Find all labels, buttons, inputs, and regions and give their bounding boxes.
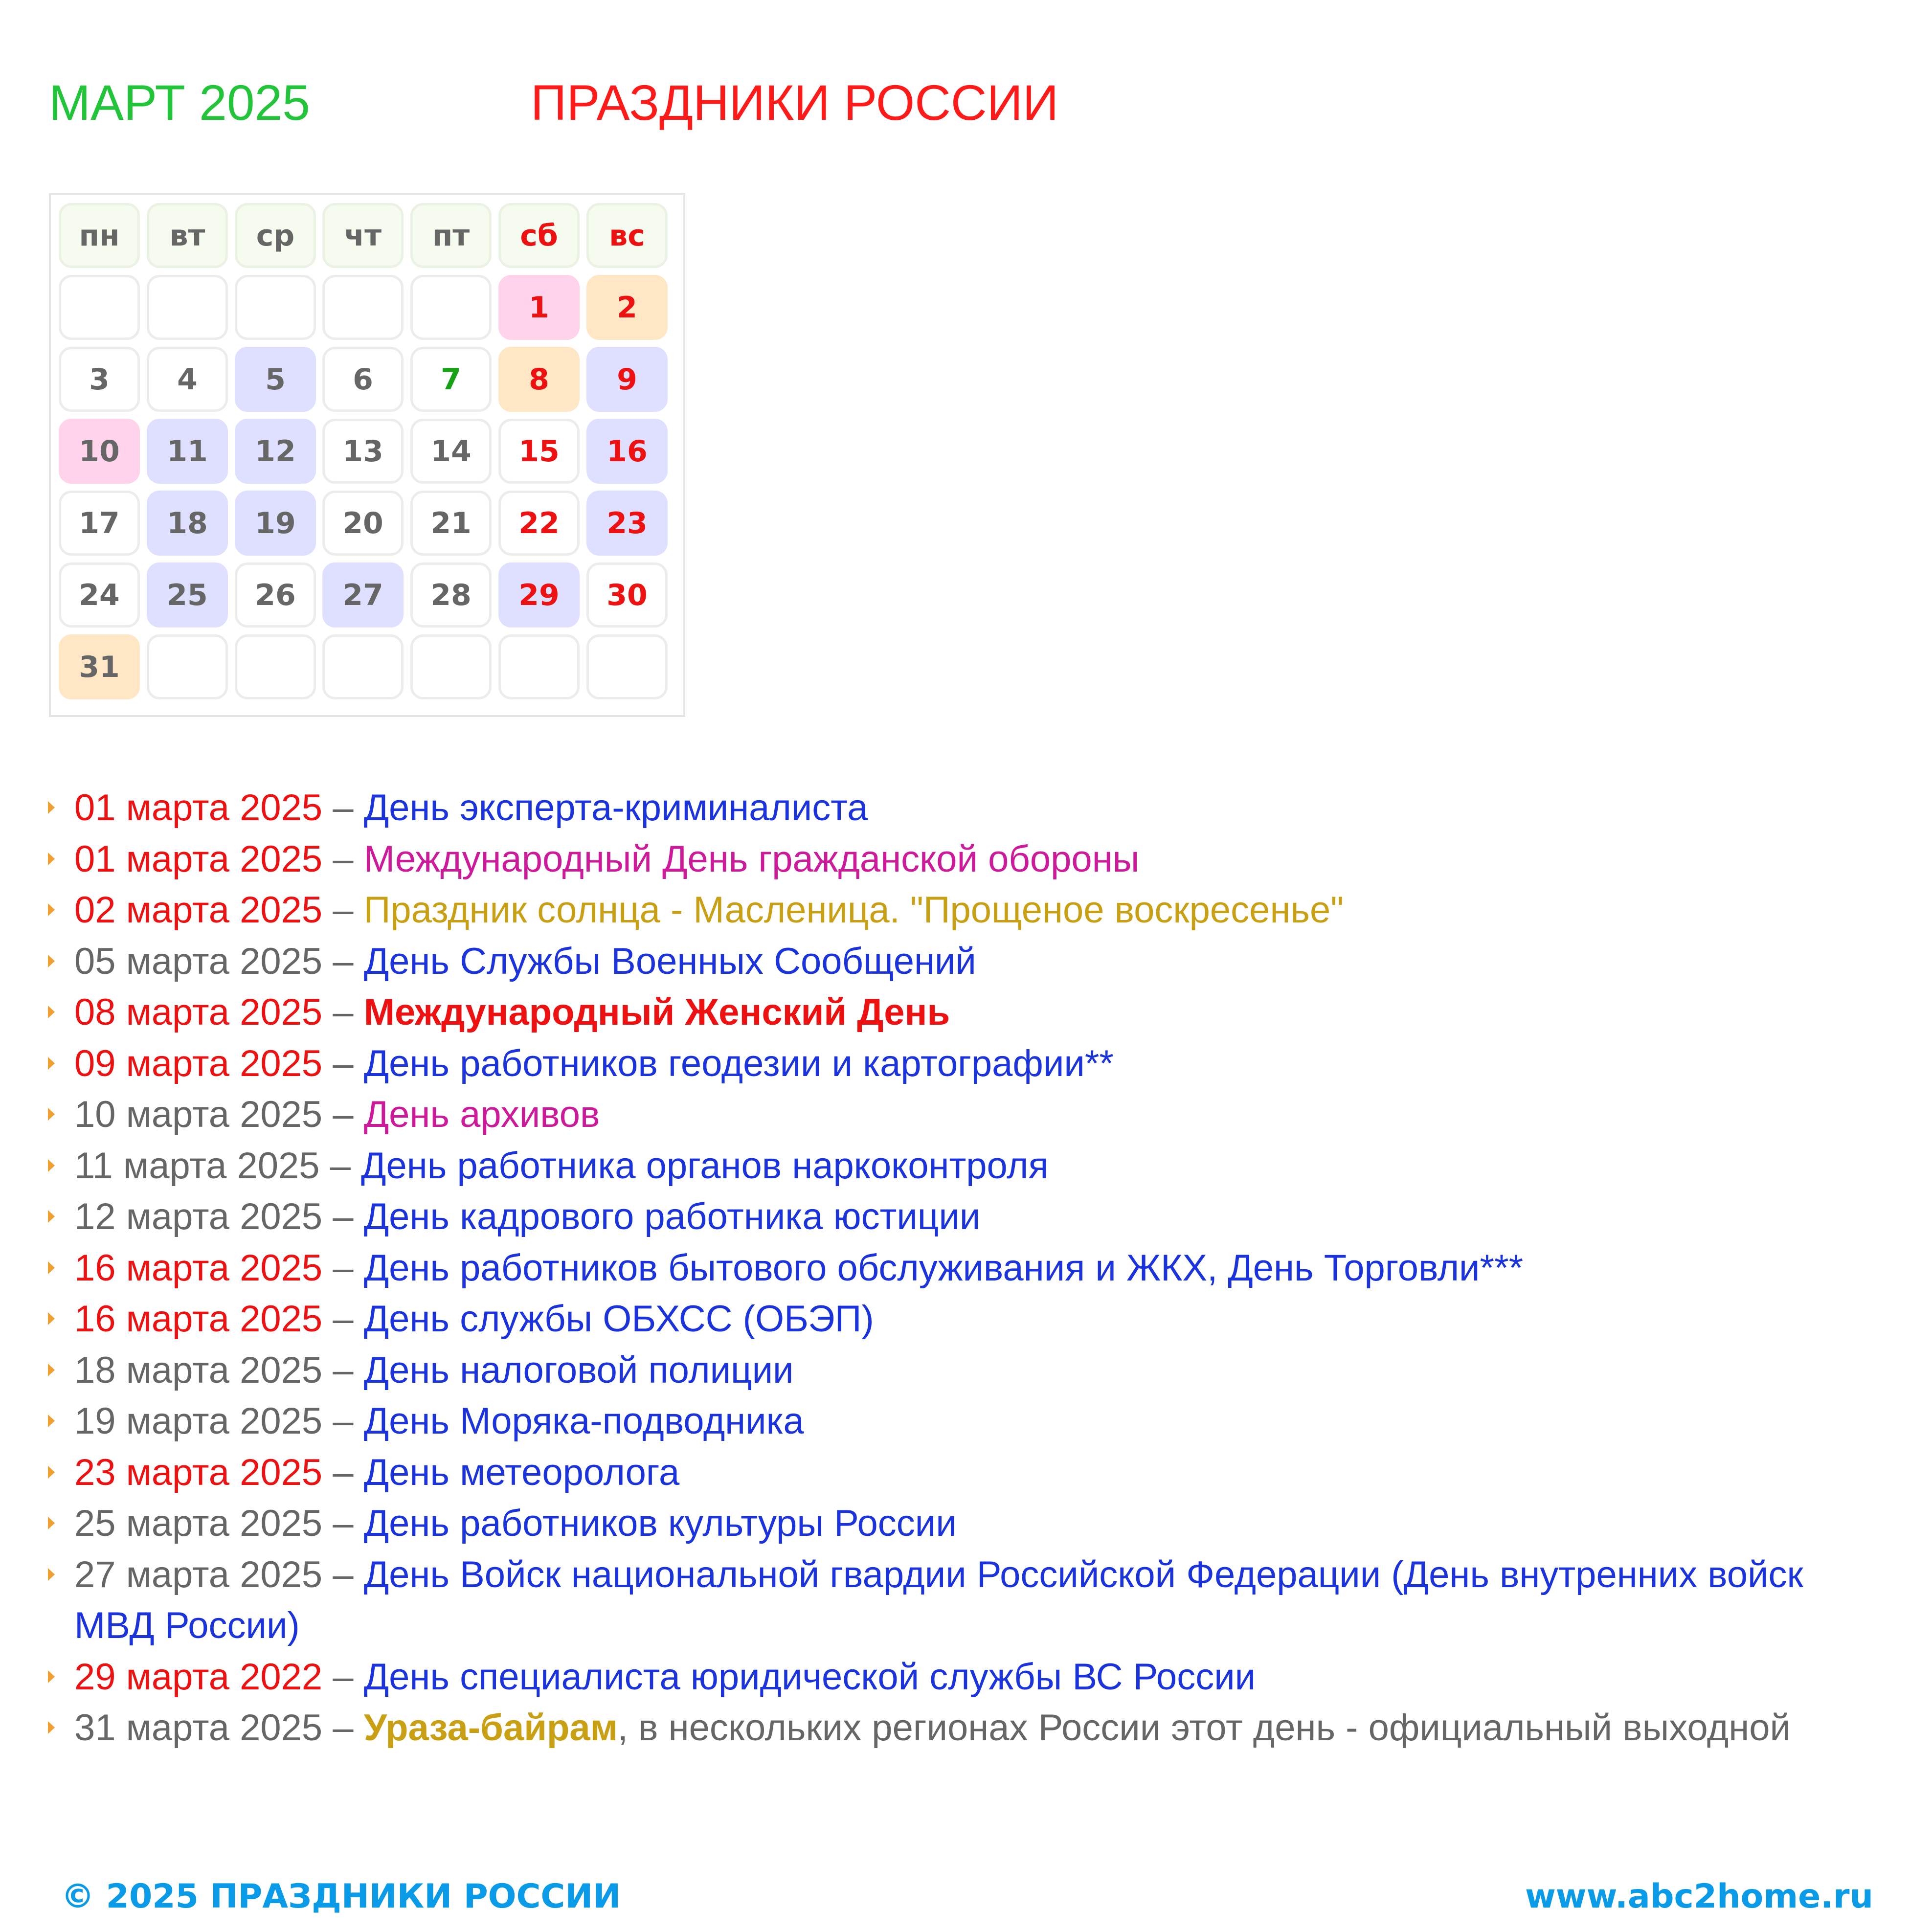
weekday-header: вс	[586, 203, 668, 268]
calendar-day: 28	[410, 562, 492, 628]
calendar-empty-cell	[410, 275, 492, 340]
event-date: 27 марта 2025	[74, 1553, 323, 1595]
event-date: 19 марта 2025	[74, 1400, 323, 1442]
event-date: 29 марта 2022	[74, 1656, 323, 1698]
event-title: День кадрового работника юстиции	[363, 1196, 981, 1237]
list-item	[44, 1396, 1883, 1447]
event-title: День службы ОБХСС (ОБЭП)	[363, 1298, 874, 1340]
list-item	[44, 1550, 1883, 1652]
calendar-empty-cell	[322, 634, 404, 699]
event-title: День работников бытового обслуживания и ЖКХ, День Торговли***	[363, 1247, 1524, 1289]
event-date: 10 марта 2025	[74, 1094, 323, 1135]
calendar-day: 10	[59, 419, 140, 484]
calendar-empty-cell	[498, 634, 580, 699]
event-date: 12 марта 2025	[74, 1196, 323, 1237]
month-title: МАРТ 2025	[49, 75, 311, 131]
calendar-empty-cell	[235, 275, 316, 340]
weekday-header: пт	[410, 203, 492, 268]
weekday-header: сб	[498, 203, 580, 268]
event-title: День работников культуры России	[363, 1503, 957, 1544]
bullet-arrow-icon	[48, 1210, 55, 1223]
list-item	[44, 1652, 1883, 1703]
list-item	[44, 1703, 1883, 1754]
calendar-day: 27	[322, 562, 404, 628]
event-separator: –	[322, 1451, 364, 1493]
calendar-empty-cell	[322, 275, 404, 340]
calendar-day: 17	[59, 491, 140, 556]
list-item	[44, 1038, 1883, 1090]
bullet-arrow-icon	[48, 1261, 55, 1274]
calendar-empty-cell	[59, 275, 140, 340]
list-item	[44, 1243, 1883, 1294]
calendar-day: 7	[410, 347, 492, 412]
bullet-arrow-icon	[48, 1568, 55, 1581]
calendar-empty-cell	[147, 634, 228, 699]
event-separator: –	[322, 1503, 364, 1544]
bullet-arrow-icon	[48, 1057, 55, 1070]
page-title: ПРАЗДНИКИ РОССИИ	[531, 75, 1059, 131]
event-date: 31 марта 2025	[74, 1707, 323, 1749]
calendar-day: 18	[147, 491, 228, 556]
event-separator: –	[322, 991, 364, 1033]
event-separator: –	[322, 1707, 364, 1749]
event-title: День работника органов наркоконтроля	[361, 1145, 1049, 1187]
calendar-day: 19	[235, 491, 316, 556]
bullet-arrow-icon	[48, 1415, 55, 1427]
weekday-header: вт	[147, 203, 228, 268]
bullet-arrow-icon	[48, 853, 55, 865]
list-item	[44, 1345, 1883, 1396]
event-separator: –	[322, 1656, 364, 1698]
event-date: 16 марта 2025	[74, 1298, 323, 1340]
event-separator: –	[322, 940, 364, 982]
footer-website-link[interactable]: www.abc2home.ru	[1525, 1877, 1873, 1916]
bullet-arrow-icon	[48, 1159, 55, 1172]
bullet-arrow-icon	[48, 1364, 55, 1376]
calendar-day: 20	[322, 491, 404, 556]
event-separator: –	[322, 787, 364, 829]
event-title: День эксперта-криминалиста	[363, 787, 868, 829]
calendar-day: 9	[586, 347, 668, 412]
event-date: 05 марта 2025	[74, 940, 323, 982]
calendar-day: 6	[322, 347, 404, 412]
bullet-arrow-icon	[48, 955, 55, 967]
list-item	[44, 1498, 1883, 1550]
list-item	[44, 1089, 1883, 1141]
event-date: 23 марта 2025	[74, 1451, 323, 1493]
holiday-list	[44, 783, 1883, 1754]
calendar-day: 8	[498, 347, 580, 412]
event-date: 08 марта 2025	[74, 991, 323, 1033]
event-title: День метеоролога	[363, 1451, 680, 1493]
event-title: День налоговой полиции	[363, 1349, 794, 1391]
event-date: 11 марта 2025	[74, 1145, 320, 1187]
event-date: 01 марта 2025	[74, 787, 323, 829]
event-title: День Моряка-подводника	[363, 1400, 804, 1442]
calendar-day: 22	[498, 491, 580, 556]
event-title: , в нескольких регионах России этот день - официальный выходной	[617, 1707, 1791, 1749]
event-separator: –	[322, 1400, 364, 1442]
list-item	[44, 936, 1883, 988]
calendar-day: 5	[235, 347, 316, 412]
event-separator: –	[319, 1145, 361, 1187]
calendar-day: 2	[586, 275, 668, 340]
calendar-day: 15	[498, 419, 580, 484]
list-item	[44, 783, 1883, 834]
event-title: Международный День гражданской обороны	[363, 838, 1140, 880]
event-date: 01 марта 2025	[74, 838, 323, 880]
calendar-empty-cell	[147, 275, 228, 340]
bullet-arrow-icon	[48, 801, 55, 814]
event-title: Ураза-байрам	[363, 1707, 618, 1749]
event-separator: –	[322, 1298, 364, 1340]
event-title: День Службы Военных Сообщений	[363, 940, 976, 982]
list-item	[44, 987, 1883, 1038]
calendar-empty-cell	[235, 634, 316, 699]
calendar-day: 12	[235, 419, 316, 484]
calendar-empty-cell	[410, 634, 492, 699]
calendar-empty-cell	[586, 634, 668, 699]
list-item	[44, 834, 1883, 885]
list-item	[44, 1191, 1883, 1243]
event-separator: –	[322, 1247, 364, 1289]
calendar-day: 24	[59, 562, 140, 628]
bullet-arrow-icon	[48, 1670, 55, 1683]
calendar-day: 23	[586, 491, 668, 556]
event-separator: –	[322, 889, 364, 931]
weekday-header: ср	[235, 203, 316, 268]
weekday-header: чт	[322, 203, 404, 268]
bullet-arrow-icon	[48, 1517, 55, 1529]
event-separator: –	[322, 1553, 364, 1595]
event-title: День архивов	[363, 1094, 600, 1135]
bullet-arrow-icon	[48, 1006, 55, 1018]
bullet-arrow-icon	[48, 903, 55, 916]
calendar-day: 21	[410, 491, 492, 556]
event-separator: –	[322, 1094, 364, 1135]
calendar-day: 29	[498, 562, 580, 628]
list-item	[44, 885, 1883, 936]
event-date: 16 марта 2025	[74, 1247, 323, 1289]
event-separator: –	[322, 1349, 364, 1391]
weekday-header: пн	[59, 203, 140, 268]
event-title: Праздник солнца - Масленица. "Прощеное воскресенье"	[363, 889, 1344, 931]
list-item	[44, 1294, 1883, 1345]
event-separator: –	[322, 1196, 364, 1237]
calendar-day: 16	[586, 419, 668, 484]
calendar-day: 1	[498, 275, 580, 340]
calendar-day: 14	[410, 419, 492, 484]
event-date: 02 марта 2025	[74, 889, 323, 931]
event-title: Международный Женский День	[363, 991, 950, 1033]
calendar-day: 30	[586, 562, 668, 628]
calendar-day: 31	[59, 634, 140, 699]
bullet-arrow-icon	[48, 1466, 55, 1479]
calendar-day: 25	[147, 562, 228, 628]
calendar-day: 4	[147, 347, 228, 412]
event-title: День работников геодезии и картографии**	[363, 1042, 1114, 1084]
footer-copyright: © 2025 ПРАЗДНИКИ РОССИИ	[61, 1877, 621, 1916]
event-separator: –	[322, 1042, 364, 1084]
event-title: День Войск национальной гвардии Российской Федерации (День внутренних войск МВД России)	[74, 1553, 1803, 1646]
list-item	[44, 1141, 1883, 1192]
event-title: День специалиста юридической службы ВС России	[363, 1656, 1256, 1698]
bullet-arrow-icon	[48, 1108, 55, 1121]
calendar-day: 26	[235, 562, 316, 628]
calendar-day: 11	[147, 419, 228, 484]
event-date: 25 марта 2025	[74, 1503, 323, 1544]
calendar-day: 3	[59, 347, 140, 412]
bullet-arrow-icon	[48, 1312, 55, 1325]
bullet-arrow-icon	[48, 1721, 55, 1734]
event-separator: –	[322, 838, 364, 880]
calendar-day: 13	[322, 419, 404, 484]
month-calendar	[49, 193, 685, 717]
event-date: 09 марта 2025	[74, 1042, 323, 1084]
list-item	[44, 1447, 1883, 1499]
event-date: 18 марта 2025	[74, 1349, 323, 1391]
